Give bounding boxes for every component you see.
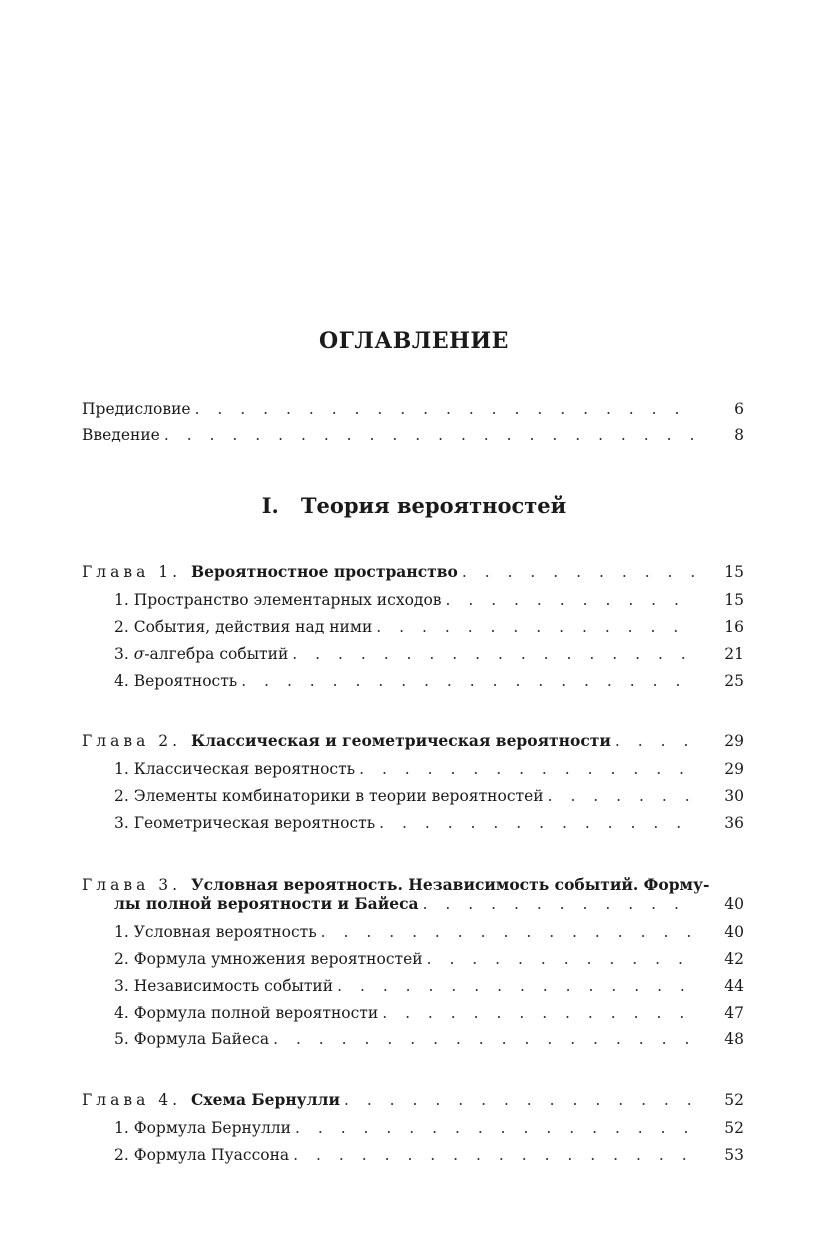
entry-page: 40 [724, 895, 744, 913]
toc-section[interactable] [114, 975, 744, 997]
entry-page: 40 [724, 923, 744, 941]
part-name: Теория вероятностей [300, 493, 567, 518]
leader-dots [337, 975, 696, 997]
entry-label [82, 1089, 340, 1111]
entry-page: 52 [724, 1091, 744, 1109]
entry-page: 25 [724, 672, 744, 690]
leader-dots [615, 730, 696, 752]
leader-dots [379, 812, 696, 834]
leader-dots [293, 1144, 696, 1166]
toc-entry-preface[interactable] [82, 398, 744, 420]
sigma-symbol: σ [133, 645, 145, 663]
entry-page: 42 [724, 950, 744, 968]
chapter-prefix: Глава 1. [82, 563, 182, 581]
entry-label: 2. События, действия над ними [114, 618, 373, 636]
leader-dots [427, 948, 696, 970]
leader-dots [376, 616, 696, 638]
entry-label: 1. Классическая вероятность [114, 760, 356, 778]
leader-dots [344, 1089, 696, 1111]
toc-section[interactable] [114, 948, 744, 970]
entry-label: 2. Формула умножения вероятностей [114, 950, 423, 968]
leader-dots [382, 1002, 696, 1024]
leader-dots [446, 589, 697, 611]
toc-section[interactable] [114, 758, 744, 780]
leader-dots [462, 561, 696, 583]
toc-section[interactable] [114, 589, 744, 611]
leader-dots [359, 758, 696, 780]
leader-dots [321, 921, 696, 943]
entry-label [82, 561, 458, 583]
entry-label: Введение [82, 426, 160, 444]
leader-dots [548, 785, 696, 807]
chapter-prefix: Глава 3. [82, 876, 182, 894]
entry-page: 29 [724, 760, 744, 778]
toc-chapter-4[interactable] [82, 1089, 744, 1111]
toc-title: ОГЛАВЛЕНИЕ [319, 328, 509, 354]
part-number: I. [261, 493, 279, 518]
entry-label [114, 643, 288, 665]
chapter-title: Схема Бернулли [191, 1090, 340, 1109]
entry-label: 1. Условная вероятность [114, 923, 317, 941]
toc-section[interactable] [114, 643, 744, 665]
chapter-title: Вероятностное пространство [191, 562, 458, 581]
leader-dots [273, 1028, 696, 1050]
entry-page: 15 [724, 591, 744, 609]
entry-label: 2. Элементы комбинаторики в теории вероятностей [114, 787, 544, 805]
entry-page: 53 [724, 1146, 744, 1164]
leader-dots [292, 643, 696, 665]
chapter-title-line1: Условная вероятность. Независимость событий. Форму- [191, 875, 710, 894]
toc-section[interactable] [114, 616, 744, 638]
entry-label [82, 730, 611, 752]
entry-page: 48 [724, 1030, 744, 1048]
entry-page: 29 [724, 732, 744, 750]
entry-page: 52 [724, 1119, 744, 1137]
toc-chapter-1[interactable] [82, 561, 744, 583]
entry-page: 15 [724, 563, 744, 581]
entry-label: 3. Независимость событий [114, 977, 334, 995]
entry-page: 30 [724, 787, 744, 805]
entry-label: 1. Формула Бернулли [114, 1119, 291, 1137]
leader-dots [423, 893, 696, 915]
entry-label: 5. Формула Байеса [114, 1030, 270, 1048]
entry-page: 44 [724, 977, 744, 995]
entry-label: 4. Формула полной вероятности [114, 1004, 379, 1022]
toc-section[interactable] [114, 812, 744, 834]
toc-entry-introduction[interactable] [82, 424, 744, 446]
section-text: -алгебра событий [144, 645, 289, 663]
toc-section[interactable] [114, 1028, 744, 1050]
toc-chapter-2[interactable] [82, 730, 744, 752]
chapter-title: Классическая и геометрическая вероятности [191, 731, 611, 750]
entry-page: 6 [734, 400, 744, 418]
chapter-title-line2: лы полной вероятности и Байеса [114, 894, 419, 913]
leader-dots [295, 1117, 696, 1139]
toc-section[interactable] [114, 785, 744, 807]
entry-label: 3. Геометрическая вероятность [114, 814, 376, 832]
leader-dots [164, 424, 696, 446]
entry-label: 4. Вероятность [114, 672, 238, 690]
entry-label: 1. Пространство элементарных исходов [114, 591, 442, 609]
section-number: 3. [114, 645, 134, 663]
entry-label [114, 893, 419, 915]
entry-page: 8 [734, 426, 744, 444]
leader-dots [195, 398, 696, 420]
toc-section[interactable] [114, 1002, 744, 1024]
toc-chapter-3[interactable] [114, 893, 744, 915]
entry-page: 16 [724, 618, 744, 636]
entry-page: 36 [724, 814, 744, 832]
toc-section[interactable] [114, 1117, 744, 1139]
toc-section[interactable] [114, 670, 744, 692]
chapter-prefix: Глава 4. [82, 1091, 182, 1109]
entry-page: 21 [724, 645, 744, 663]
toc-section[interactable] [114, 921, 744, 943]
toc-section[interactable] [114, 1144, 744, 1166]
entry-page: 47 [724, 1004, 744, 1022]
part-title [0, 493, 828, 518]
leader-dots [241, 670, 696, 692]
chapter-prefix: Глава 2. [82, 732, 182, 750]
entry-label: 2. Формула Пуассона [114, 1146, 290, 1164]
entry-label: Предисловие [82, 400, 191, 418]
